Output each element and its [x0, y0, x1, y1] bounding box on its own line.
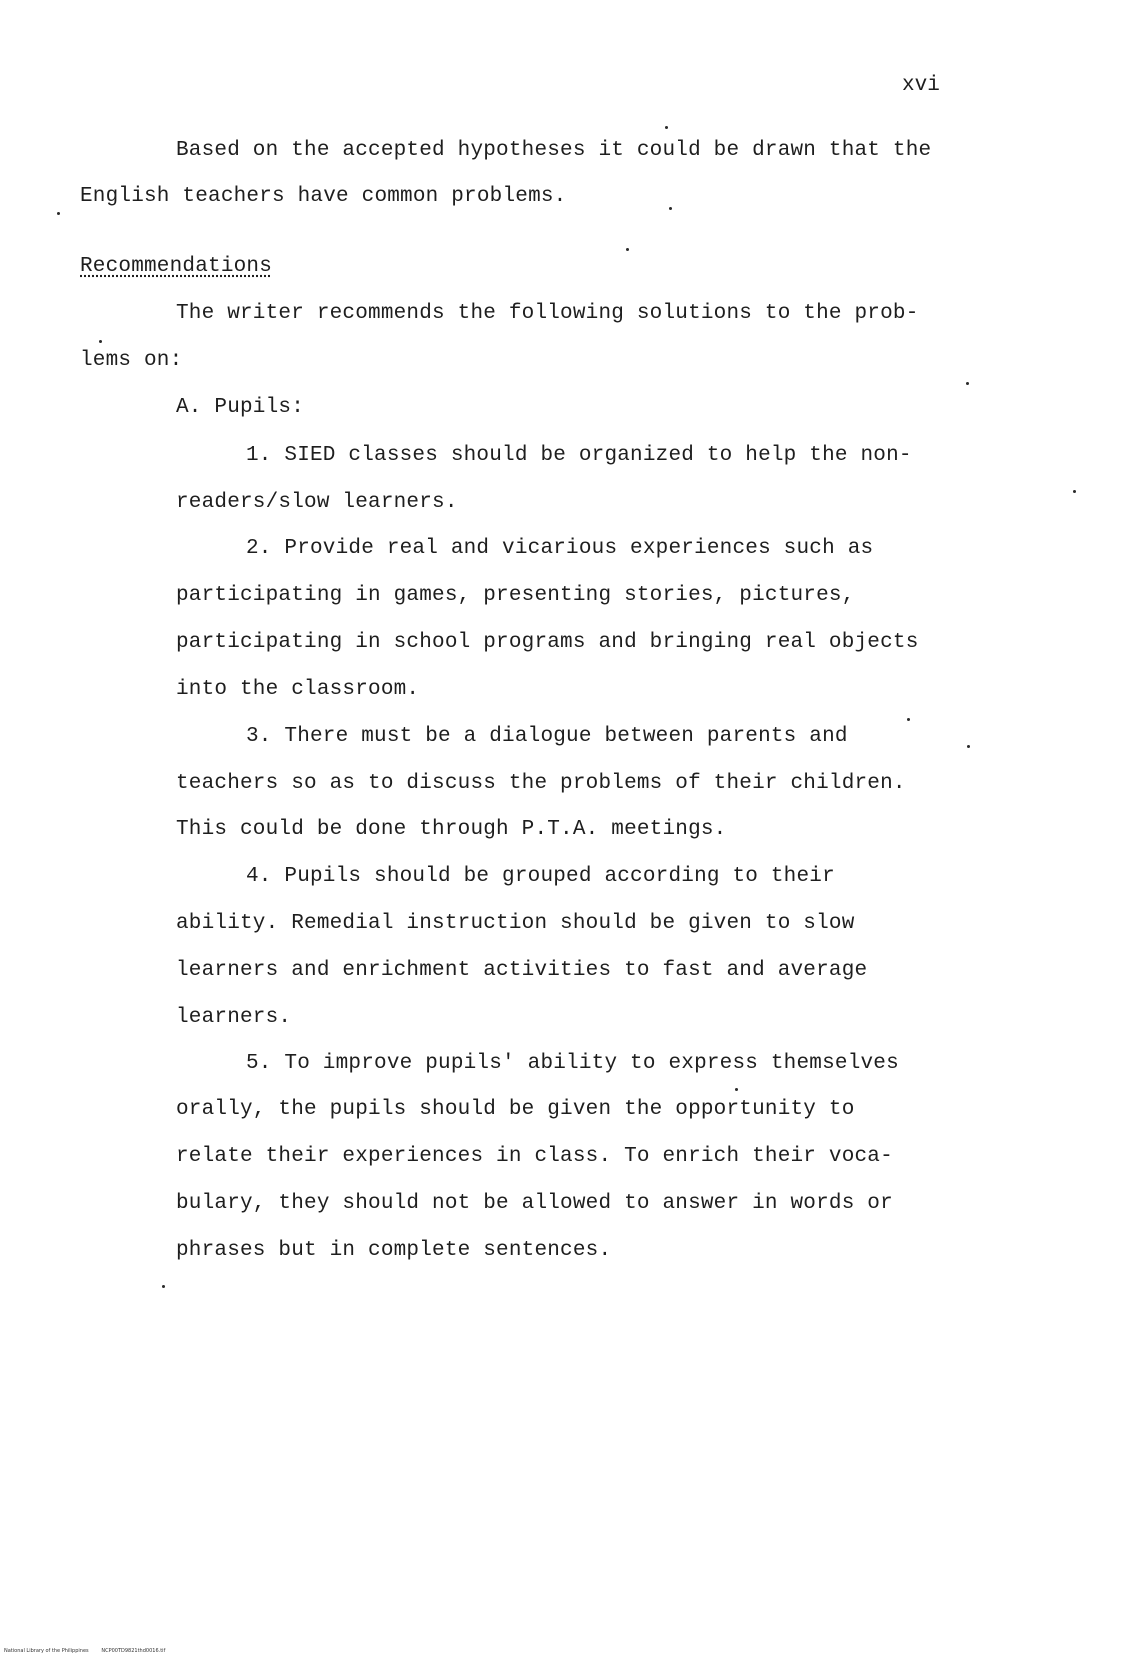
item-5-line-3: relate their experiences in class. To enrich their voca-	[176, 1145, 893, 1168]
item-3-line-3: This could be done through P.T.A. meetings.	[176, 818, 727, 841]
scan-speck	[162, 1285, 165, 1288]
item-2-line-2: participating in games, presenting stories, pictures,	[176, 584, 855, 607]
item-4-line-1: 4. Pupils should be grouped according to their	[246, 865, 835, 888]
section-a-label: A. Pupils:	[176, 396, 305, 419]
scan-speck	[1073, 490, 1076, 493]
page-number: xvi	[902, 74, 940, 97]
scan-speck	[967, 745, 970, 748]
recommendations-heading: Recommendations	[80, 255, 273, 278]
footer-library: National Library of the Philippines	[4, 1648, 89, 1654]
item-5-line-4: bulary, they should not be allowed to answer in words or	[176, 1192, 893, 1215]
recommendations-intro-line-1: The writer recommends the following solutions to the prob-	[176, 302, 919, 325]
item-5-line-1: 5. To improve pupils' ability to express themselves	[246, 1052, 899, 1075]
scan-speck	[99, 340, 102, 343]
scan-speck	[966, 382, 969, 385]
item-4-line-2: ability. Remedial instruction should be given to slow	[176, 912, 855, 935]
item-3-line-2: teachers so as to discuss the problems of their children.	[176, 772, 906, 795]
item-5-line-5: phrases but in complete sentences.	[176, 1239, 612, 1262]
item-2-line-1: 2. Provide real and vicarious experiences such as	[246, 537, 874, 560]
item-3-line-1: 3. There must be a dialogue between parents and	[246, 725, 848, 748]
scan-speck	[57, 212, 60, 215]
item-2-line-3: participating in school programs and bringing real objects	[176, 631, 919, 654]
item-1-line-2: readers/slow learners.	[176, 491, 458, 514]
item-5-line-2: orally, the pupils should be given the opportunity to	[176, 1098, 855, 1121]
scan-footer	[4, 1648, 165, 1654]
footer-file: NCP00TD9821thd0016.tif	[101, 1648, 166, 1654]
recommendations-intro-line-2: lems on:	[80, 349, 183, 372]
intro-line-2: English teachers have common problems.	[80, 185, 567, 208]
intro-line-1: Based on the accepted hypotheses it could be drawn that the	[176, 139, 932, 162]
item-4-line-3: learners and enrichment activities to fast and average	[176, 959, 868, 982]
item-1-line-1: 1. SIED classes should be organized to help the non-	[246, 444, 912, 467]
scan-speck	[665, 126, 668, 129]
scan-speck	[907, 718, 910, 721]
scan-speck	[669, 207, 672, 210]
item-4-line-4: learners.	[176, 1006, 292, 1029]
scan-speck	[735, 1088, 738, 1091]
item-2-line-4: into the classroom.	[176, 678, 420, 701]
scan-speck	[626, 248, 629, 251]
